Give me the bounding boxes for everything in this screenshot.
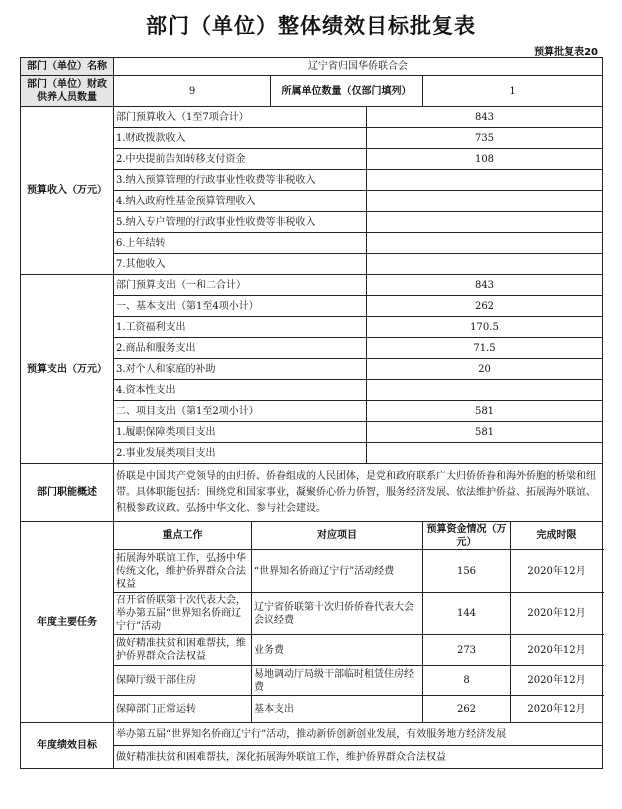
task-project: 辽宁省侨联第十次归侨侨眷代表大会会议经费 — [252, 593, 423, 635]
expenditure-item: 二、项目支出（第1至2项小计） — [114, 401, 367, 422]
task-deadline: 2020年12月 — [511, 696, 603, 723]
expenditure-value: 581 — [367, 401, 603, 422]
revenue-value — [367, 212, 603, 233]
table-code: 预算批复表20 — [534, 47, 598, 58]
goal-line: 举办第五届“世界知名侨商辽宁行”活动，推动新侨创新创业发展，有效服务地方经济发展 — [114, 723, 603, 746]
task-funds: 262 — [423, 696, 511, 723]
task-work: 拓展海外联谊工作，弘扬中华传统文化，维护侨界群众合法权益 — [114, 550, 252, 593]
duties-label: 部门职能概述 — [21, 464, 114, 522]
expenditure-value: 20 — [367, 359, 603, 380]
expenditure-value: 581 — [367, 422, 603, 443]
task-work: 保障厅级干部住房 — [114, 666, 252, 696]
task-project: 易地调动厅局级干部临时租赁住房经费 — [252, 666, 423, 696]
revenue-value: 108 — [367, 149, 603, 170]
revenue-value — [367, 170, 603, 191]
goals-label: 年度绩效目标 — [21, 723, 114, 769]
task-deadline: 2020年12月 — [511, 550, 603, 593]
page-title: 部门（单位）整体绩效目标批复表 — [146, 14, 476, 38]
task-funds: 144 — [423, 593, 511, 635]
revenue-label: 预算收入（万元） — [21, 107, 114, 275]
sub-units-count: 1 — [423, 76, 603, 107]
performance-table — [20, 57, 603, 769]
expenditure-item: 部门预算支出（一和二合计） — [114, 275, 367, 296]
expenditure-item: 一、基本支出（第1至4项小计） — [114, 296, 367, 317]
revenue-item: 6.上年结转 — [114, 233, 367, 254]
expenditure-label: 预算支出（万元） — [21, 275, 114, 464]
expenditure-value: 843 — [367, 275, 603, 296]
revenue-item: 4.纳入政府性基金预算管理收入 — [114, 191, 367, 212]
task-project: “世界知名侨商辽宁行”活动经费 — [252, 550, 423, 593]
expenditure-value — [367, 380, 603, 401]
revenue-item: 1.财政拨款收入 — [114, 128, 367, 149]
staff-label: 部门（单位）财政供养人员数量 — [21, 76, 114, 107]
revenue-value — [367, 254, 603, 275]
expenditure-value: 71.5 — [367, 338, 603, 359]
duties-text: 侨联是中国共产党领导的由归侨、侨眷组成的人民团体，是党和政府联系广大归侨侨眷和海外侨胞的桥梁和纽带。具体职能包括：围绕党和国家事业，凝聚侨心侨力侨智，服务经济发展、依法维护侨益、拓展海外联谊、积极参政议政、弘扬中华文化、参与社会建设。 — [114, 464, 603, 522]
expenditure-item: 4.资本性支出 — [114, 380, 367, 401]
task-project: 业务费 — [252, 635, 423, 666]
staff-count: 9 — [114, 76, 271, 107]
expenditure-item: 2.事业发展类项目支出 — [114, 443, 367, 464]
task-work: 做好精准扶贫和困难帮扶，维护侨界群众合法权益 — [114, 635, 252, 666]
task-funds: 156 — [423, 550, 511, 593]
task-funds: 273 — [423, 635, 511, 666]
header-funds: 预算资金情况（万元） — [423, 522, 511, 550]
expenditure-value: 170.5 — [367, 317, 603, 338]
header-project: 对应项目 — [252, 522, 423, 550]
revenue-item: 部门预算收入（1至7项合计） — [114, 107, 367, 128]
expenditure-item: 3.对个人和家庭的补助 — [114, 359, 367, 380]
revenue-value — [367, 191, 603, 212]
header-work: 重点工作 — [114, 522, 252, 550]
expenditure-value: 262 — [367, 296, 603, 317]
revenue-value: 735 — [367, 128, 603, 149]
task-work: 保障部门正常运转 — [114, 696, 252, 723]
task-funds: 8 — [423, 666, 511, 696]
goal-line: 做好精准扶贫和困难帮扶，深化拓展海外联谊工作，维护侨界群众合法权益 — [114, 746, 603, 769]
revenue-item: 2.中央提前告知转移支付资金 — [114, 149, 367, 170]
task-deadline: 2020年12月 — [511, 635, 603, 666]
task-deadline: 2020年12月 — [511, 593, 603, 635]
dept-name: 辽宁省归国华侨联合会 — [114, 58, 603, 76]
tasks-label: 年度主要任务 — [21, 522, 114, 723]
task-project: 基本支出 — [252, 696, 423, 723]
revenue-item: 5.纳入专户管理的行政事业性收费等非税收入 — [114, 212, 367, 233]
revenue-value: 843 — [367, 107, 603, 128]
revenue-value — [367, 233, 603, 254]
dept-label: 部门（单位）名称 — [21, 58, 114, 76]
task-work: 召开省侨联第十次代表大会，举办第五届“世界知名侨商辽宁行”活动 — [114, 593, 252, 635]
revenue-item: 7.其他收入 — [114, 254, 367, 275]
expenditure-item: 1.履职保障类项目支出 — [114, 422, 367, 443]
header-deadline: 完成时限 — [511, 522, 603, 550]
expenditure-value — [367, 443, 603, 464]
revenue-item: 3.纳入预算管理的行政事业性收费等非税收入 — [114, 170, 367, 191]
expenditure-item: 2.商品和服务支出 — [114, 338, 367, 359]
expenditure-item: 1.工资福利支出 — [114, 317, 367, 338]
task-deadline: 2020年12月 — [511, 666, 603, 696]
sub-units-label: 所属单位数量（仅部门填列） — [271, 76, 423, 107]
